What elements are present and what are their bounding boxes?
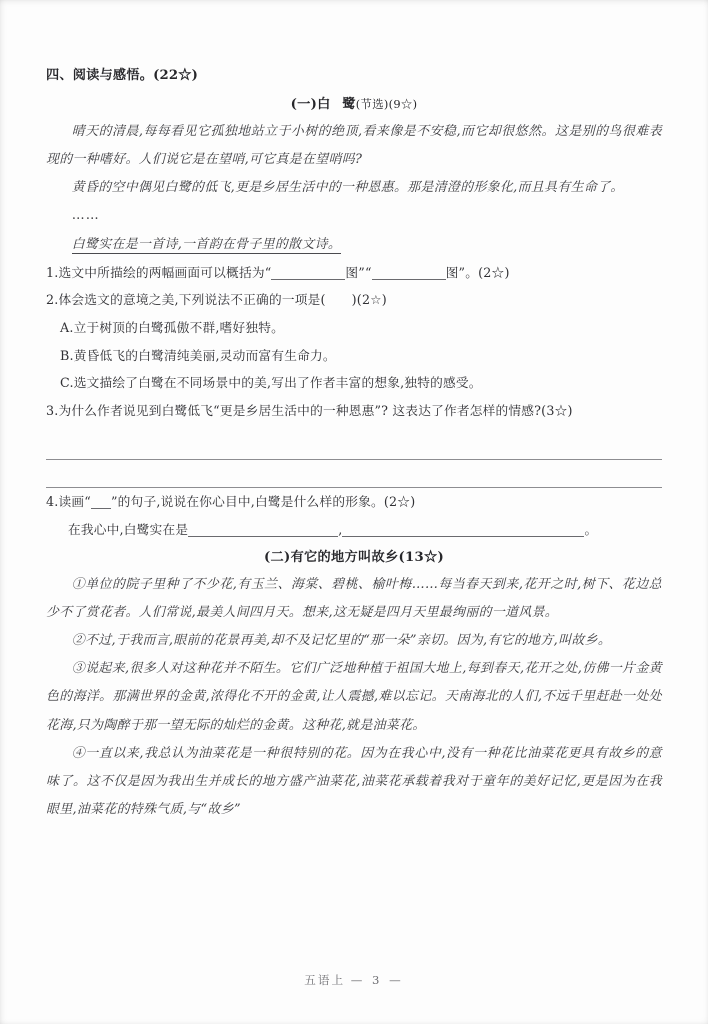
question-3-text: 为什么作者说见到白鹭低飞“更是乡居生活中的一种恩惠”? 这表达了作者怎样的情感?(3☆) [58,402,573,418]
question-1-blank-1[interactable] [271,265,345,280]
question-1-text-after: 图”。(2☆) [445,264,510,280]
page-content [46,66,662,824]
footer-page-number: — 3 — [350,973,404,987]
passage-one-underlined-sentence [46,231,662,259]
question-2-option-c[interactable]: C.选文描绘了白鹭在不同场景中的美,写出了作者丰富的想象,独特的感受。 [60,375,482,391]
page-footer [0,972,708,988]
question-4-number: 4. [46,494,59,510]
question-4-blank-2[interactable] [342,522,584,537]
question-4-sub-mid: , [338,521,343,537]
passage-one-paragraph-1: 晴天的清晨,每每看见它孤独地站立于小树的绝顶,看来像是不安稳,而它却很悠然。这是别的鸟很难表现的一种嗜好。人们说它是在望哨,可它真是在望哨吗? [46,123,662,167]
passage-two-paragraph-1: ①单位的院子里种了不少花,有玉兰、海棠、碧桃、榆叶梅……每当春天到来,花开之时,树下、花边总少不了赏花者。人们常说,最美人间四月天。想来,这无疑是四月天里最绚丽的一道风景。 [46,576,662,620]
passage-two-paragraph-3: ③说起来,很多人对这种花并不陌生。它们广泛地种植于祖国大地上,每到春天,花开之处,仿佛一片金黄色的海洋。那满世界的金黄,浓得化不开的金黄,让人震撼,难以忘记。天南海北的人们,不远千里赶赴一处处花海,只为陶醉于那一望无际的灿烂的金黄。这种花,就是油菜花。 [46,661,662,733]
question-1 [46,259,662,287]
question-4-sub-before: 在我心中,白鹭实在是 [68,521,189,537]
question-3-number: 3. [46,402,59,418]
question-1-number: 1. [46,264,59,280]
passage-one-title [46,93,662,112]
question-1-blank-2[interactable] [372,265,446,280]
question-2-text-before: 体会选文的意境之美,下列说法不正确的一项是( [58,292,326,308]
passage-one-title-main: 鹭 [342,96,356,112]
answer-line-2[interactable] [46,460,662,488]
question-2-text-after: )(2☆) [351,292,387,308]
question-2-option-a[interactable]: A.立于树顶的白鹭孤傲不群,嗜好独特。 [60,320,285,335]
question-2 [46,286,662,314]
passage-two-title: (二)有它的地方叫故乡(13☆) [264,549,444,565]
passage-one-title-prefix: (一)白 [290,96,331,112]
question-4-text-before: 读画“ [58,494,91,510]
question-3 [46,397,662,425]
passage-one-title-note: (节选)(9☆) [355,96,418,111]
question-4-text-after: ”的句子,说说在你心目中,白鹭是什么样的形象。(2☆) [110,494,416,510]
underlined-text: 白鹭实在是一首诗,一首韵在骨子里的散文诗。 [71,236,342,252]
question-4-inline-mark [91,494,111,509]
question-1-text-before: 选文中所描绘的两幅画面可以概括为“ [58,264,272,280]
question-4-blank-1[interactable] [188,522,338,537]
question-4-sub-after: 。 [584,521,598,537]
passage-one-ellipsis: …… [71,208,100,224]
question-1-text-mid: 图”“ [345,264,372,280]
question-4-answer-row [46,516,662,544]
answer-line-1[interactable] [46,432,662,460]
question-2-number: 2. [46,292,59,308]
passage-two-paragraph-4: ④一直以来,我总认为油菜花是一种很特别的花。因为在我心中,没有一种花比油菜花更具有故乡的意味了。这不仅是因为我出生并成长的地方盛产油菜花,油菜花承载着我对于童年的美好记忆,更是因为在我眼里,油菜花的特殊气质,与“故乡” [46,745,662,818]
question-2-option-b[interactable]: B.黄昏低飞的白鹭清纯美丽,灵动而富有生命力。 [60,347,336,363]
footer-subject: 五语上 [304,973,346,987]
passage-one-paragraph-2: 黄昏的空中偶见白鹭的低飞,更是乡居生活中的一种恩惠。那是清澄的形象化,而且具有生命了。 [71,180,624,196]
section-heading: 四、阅读与感悟。(22☆) [46,68,199,83]
question-4 [46,488,662,516]
passage-two-paragraph-2: ②不过,于我而言,眼前的花景再美,却不及记忆里的“那一朵”亲切。因为,有它的地方,叫故乡。 [71,632,612,648]
